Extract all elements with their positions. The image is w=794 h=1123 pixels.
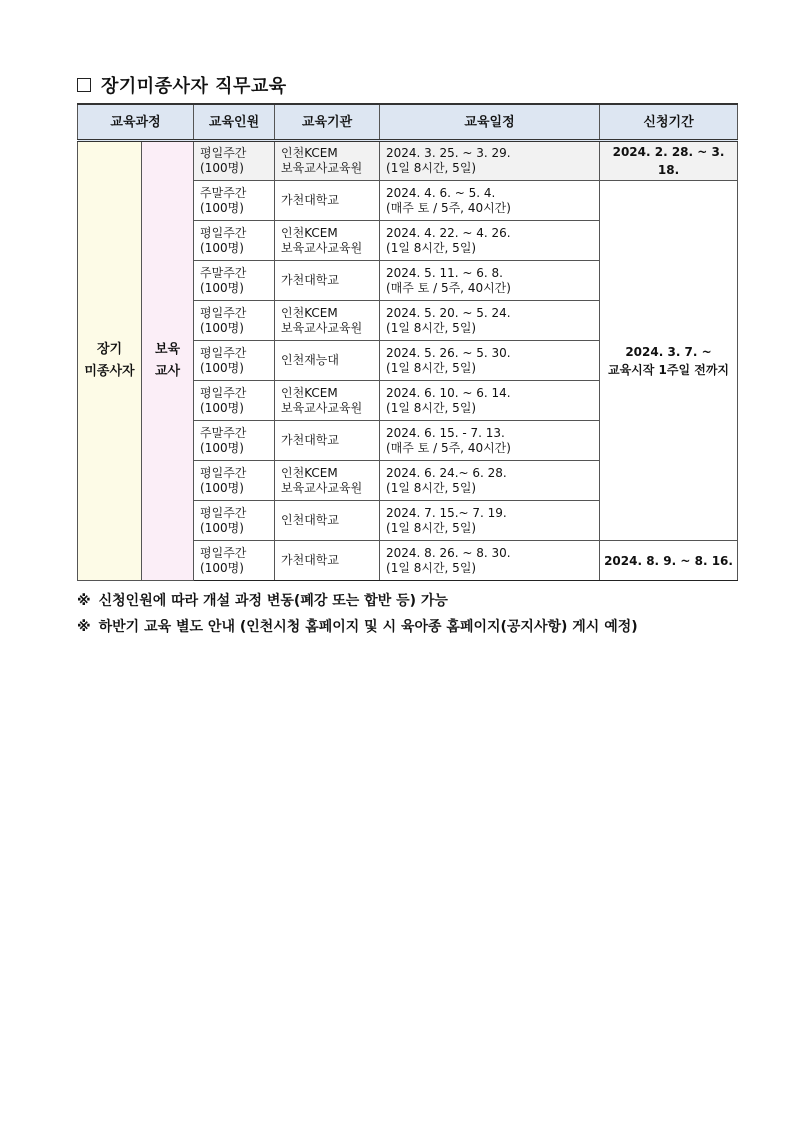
people-cell: 평일주간 (100명): [194, 541, 275, 581]
note-item: [77, 618, 638, 644]
schedule-cell: 2024. 4. 6. ~ 5. 4. (매주 토 / 5주, 40시간): [380, 181, 600, 221]
people-cell: 주말주간 (100명): [194, 181, 275, 221]
schedule-cell: 2024. 5. 11. ~ 6. 8. (매주 토 / 5주, 40시간): [380, 261, 600, 301]
schedule-cell: 2024. 7. 15.~ 7. 19. (1일 8시간, 5일): [380, 501, 600, 541]
schedule-cell: 2024. 4. 22. ~ 4. 26. (1일 8시간, 5일): [380, 221, 600, 261]
application-period-3: 2024. 8. 9. ~ 8. 16.: [600, 541, 738, 581]
note-text: 신청인원에 따라 개설 과정 변동(폐강 또는 합반 등) 가능: [98, 593, 448, 609]
title-text: 장기미종사자 직무교육: [101, 76, 287, 97]
reference-mark-icon: ※: [77, 593, 91, 609]
header-schedule: 교육일정: [380, 104, 600, 141]
org-cell: 가천대학교: [275, 541, 380, 581]
schedule-cell: 2024. 5. 20. ~ 5. 24. (1일 8시간, 5일): [380, 301, 600, 341]
note-text: 하반기 교육 별도 안내 (인천시청 홈페이지 및 시 육아종 홈페이지(공지사항) 게시 예정): [98, 619, 638, 635]
org-cell: 가천대학교: [275, 181, 380, 221]
application-period-1: 2024. 2. 28. ~ 3. 18.: [600, 141, 738, 181]
people-cell: 주말주간 (100명): [194, 421, 275, 461]
header-org: 교육기관: [275, 104, 380, 141]
people-cell: 평일주간 (100명): [194, 141, 275, 181]
table-header-row: [78, 104, 738, 141]
org-cell: 가천대학교: [275, 261, 380, 301]
checkbox-square-icon: [77, 78, 91, 92]
schedule-cell: 2024. 6. 15. - 7. 13. (매주 토 / 5주, 40시간): [380, 421, 600, 461]
notes: [77, 592, 638, 644]
schedule-cell: 2024. 8. 26. ~ 8. 30. (1일 8시간, 5일): [380, 541, 600, 581]
org-cell: 가천대학교: [275, 421, 380, 461]
org-cell: 인천KCEM 보육교사교육원: [275, 301, 380, 341]
application-period-2: 2024. 3. 7. ~ 교육시작 1주일 전까지: [600, 181, 738, 541]
org-cell: 인천KCEM 보육교사교육원: [275, 461, 380, 501]
schedule-cell: 2024. 3. 25. ~ 3. 29. (1일 8시간, 5일): [380, 141, 600, 181]
schedule-cell: 2024. 6. 24.~ 6. 28. (1일 8시간, 5일): [380, 461, 600, 501]
people-cell: 평일주간 (100명): [194, 221, 275, 261]
people-cell: 평일주간 (100명): [194, 461, 275, 501]
org-cell: 인천KCEM 보육교사교육원: [275, 221, 380, 261]
people-cell: 주말주간 (100명): [194, 261, 275, 301]
header-period: 신청기간: [600, 104, 738, 141]
header-course: 교육과정: [78, 104, 194, 141]
people-cell: 평일주간 (100명): [194, 341, 275, 381]
org-cell: 인천KCEM 보육교사교육원: [275, 381, 380, 421]
section-title: [77, 72, 287, 98]
header-people: 교육인원: [194, 104, 275, 141]
note-item: [77, 592, 638, 618]
people-cell: 평일주간 (100명): [194, 381, 275, 421]
org-cell: 인천KCEM 보육교사교육원: [275, 141, 380, 181]
org-cell: 인천대학교: [275, 501, 380, 541]
people-cell: 평일주간 (100명): [194, 501, 275, 541]
course-subcategory: 보육 교사: [142, 141, 194, 581]
course-category: 장기 미종사자: [78, 141, 142, 581]
schedule-cell: 2024. 6. 10. ~ 6. 14. (1일 8시간, 5일): [380, 381, 600, 421]
training-schedule-table: [77, 103, 738, 581]
people-cell: 평일주간 (100명): [194, 301, 275, 341]
org-cell: 인천재능대: [275, 341, 380, 381]
table-row: [78, 141, 738, 181]
reference-mark-icon: ※: [77, 619, 91, 635]
schedule-cell: 2024. 5. 26. ~ 5. 30. (1일 8시간, 5일): [380, 341, 600, 381]
